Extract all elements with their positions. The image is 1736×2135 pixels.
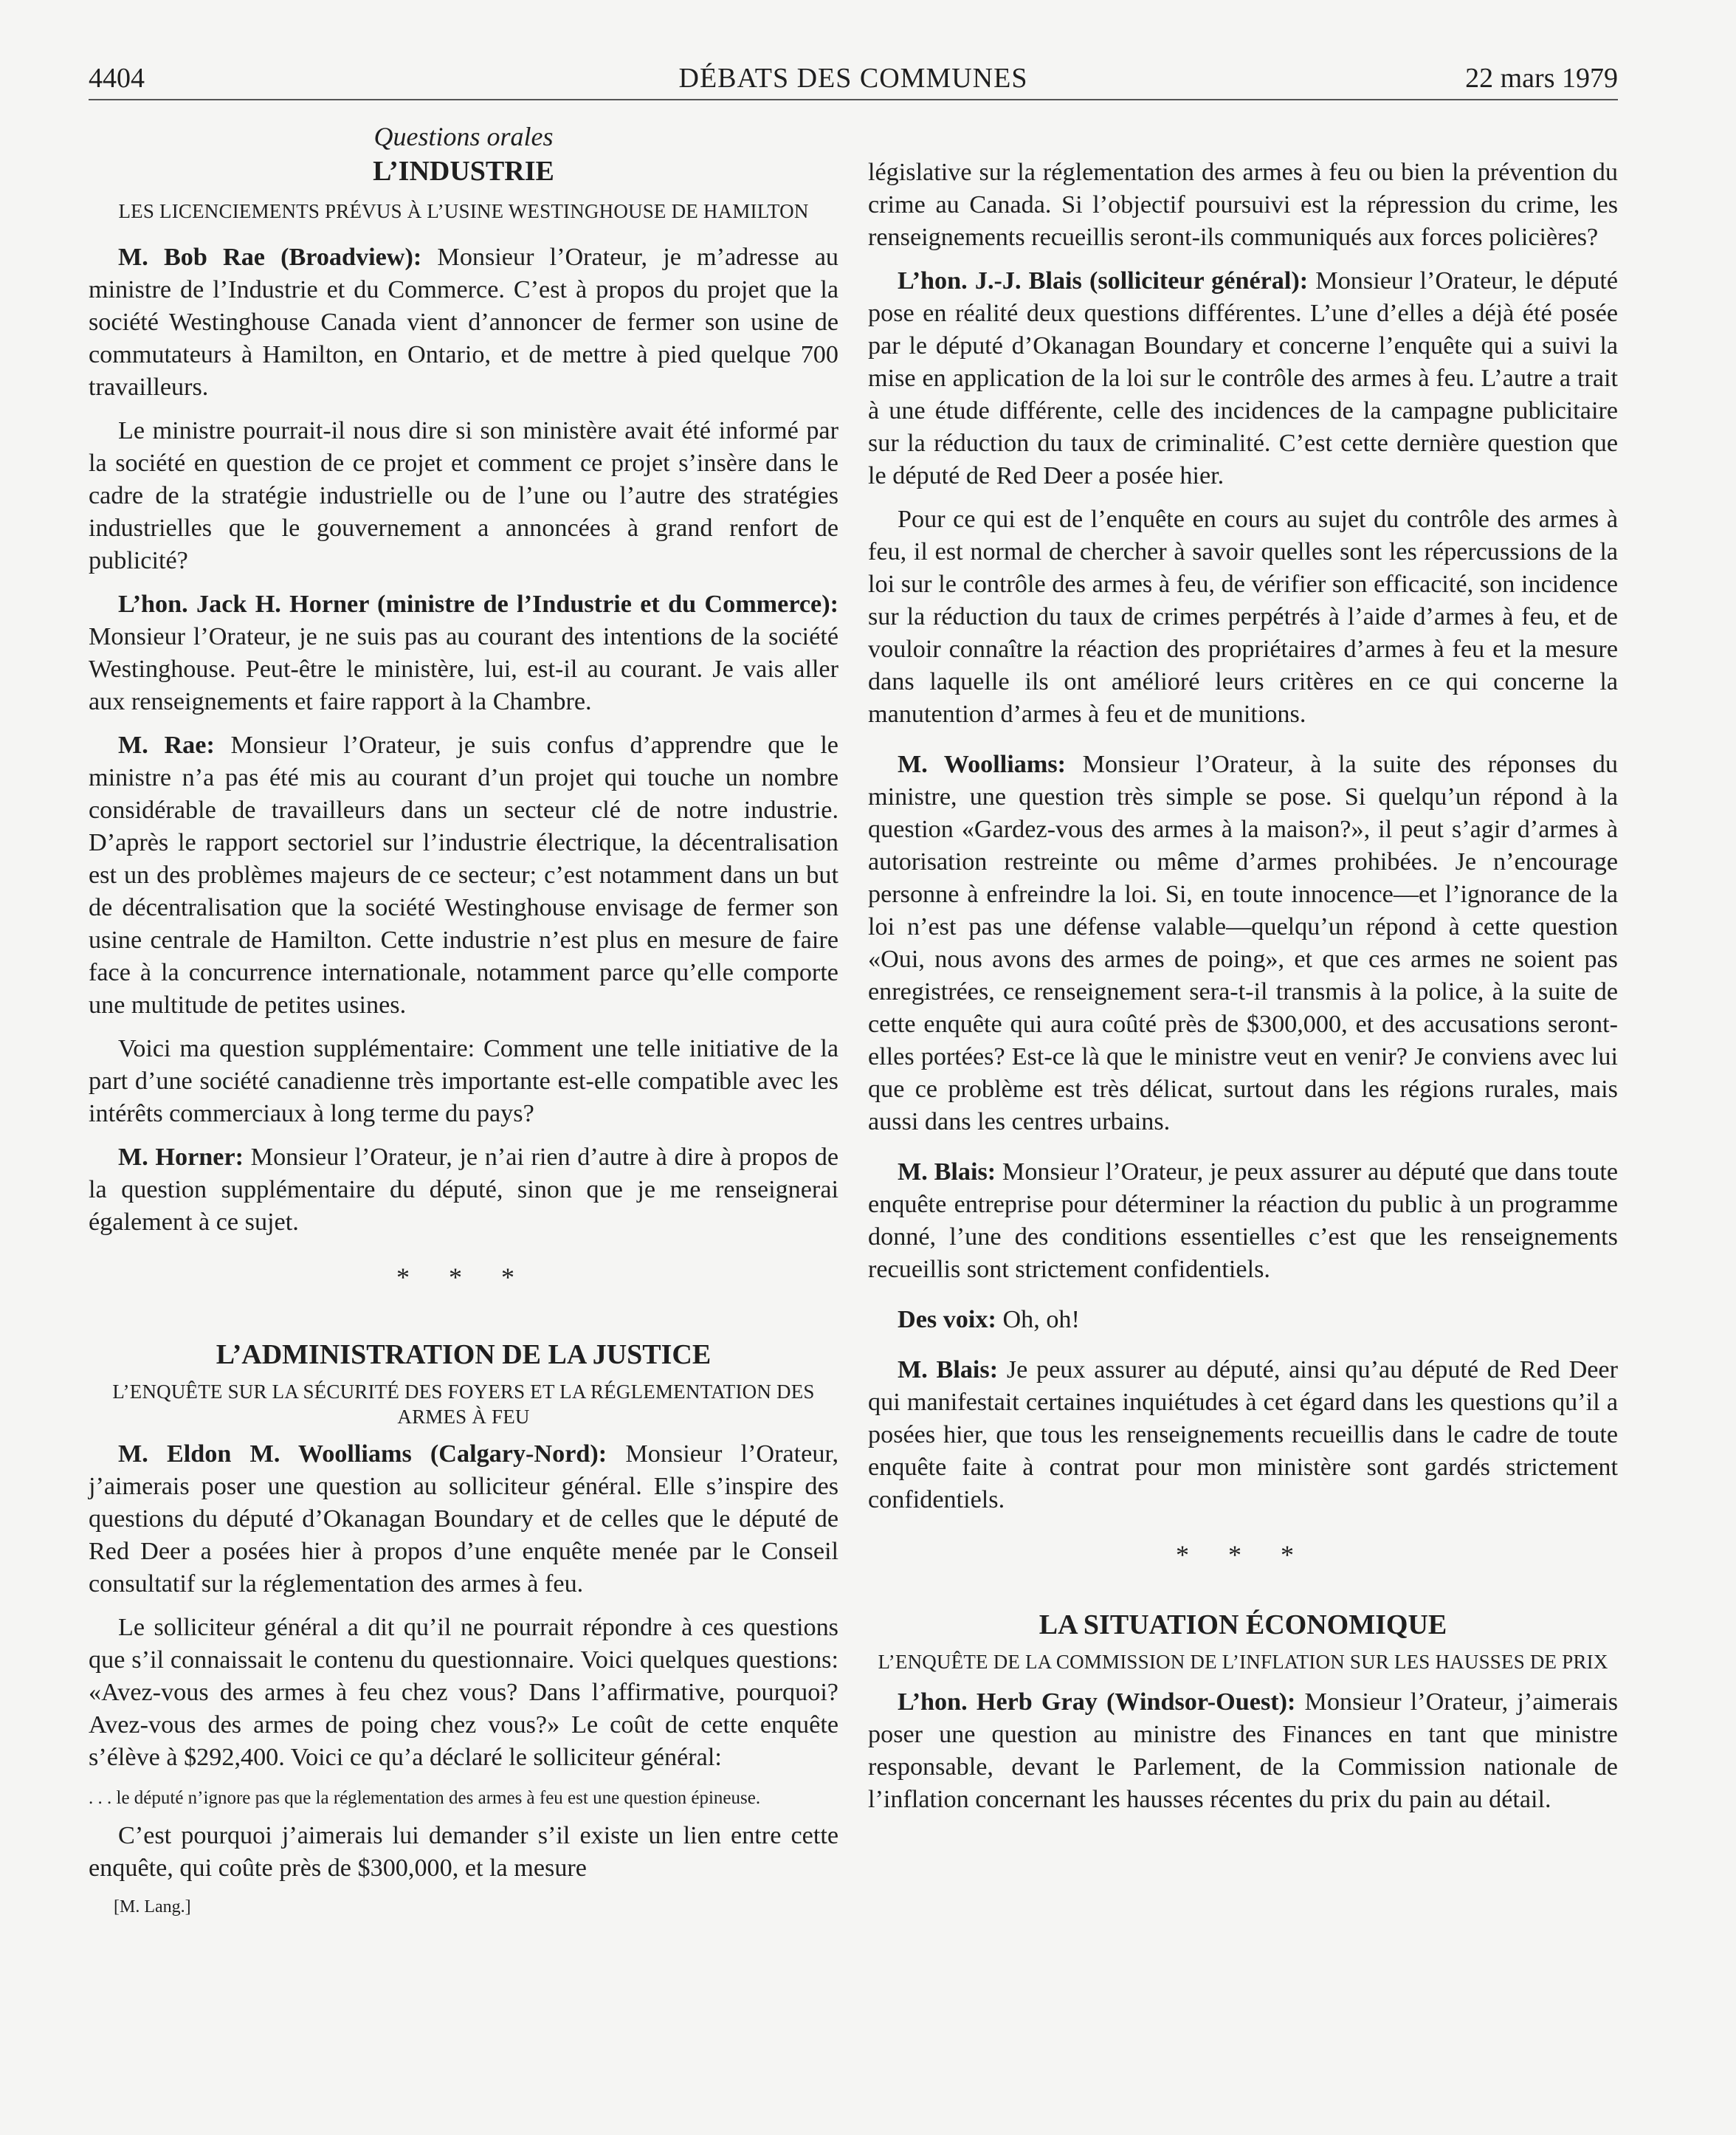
speaker-name: M. Blais: [898,1158,996,1186]
section-subtitle: L’ENQUÊTE DE LA COMMISSION DE L’INFLATION SUR LES HAUSSES DE PRIX [878,1651,1608,1673]
speaker-name: M. Woolliams: [898,751,1067,778]
section-subtitle: LES LICENCIEMENTS PRÉVUS À L’USINE WESTINGHOUSE DE HAMILTON [118,200,809,222]
paragraph-text: Monsieur l’Orateur, j’aimerais poser une question au ministre des Finances en tant que ministre responsable, devant le Parlement, de la Commission nationale de l’inflation concernant les hausses récentes du prix du pain au détail. [868,1688,1618,1813]
journal-title: DÉBATS DES COMMUNES [678,63,1028,94]
section-title: LA SITUATION ÉCONOMIQUE [1038,1609,1447,1640]
section-title: L’INDUSTRIE [373,156,554,187]
right-column [868,157,1618,1816]
speaker-name: M. Rae: [118,732,215,759]
paragraph [868,1686,1618,1816]
paragraph [89,1141,838,1239]
paragraph [868,1156,1618,1286]
paragraph: Le solliciteur général a dit qu’il ne pourrait répondre à ces questions que s’il connaissait le contenu du questionnaire. Voici quelques questions: «Avez-vous des armes à feu chez vous? Dans l’affirmative, pourquoi? Avez-vous des armes de poing chez vous?» Le coût de cette enquête s’élève à $292,400. Voici ce qu’a déclaré le solliciteur général: [89,1614,838,1771]
paragraph-text: Monsieur l’Orateur, à la suite des réponses du ministre, une question très simple se pose. Si quelqu’un répond à la question «Gardez-vous des armes à la maison?», il peut s’agir d’armes à autorisation restreinte ou même d’armes prohibées. Je n’encourage personne à enfreindre la loi. Si, en toute innocence—et l’ignorance de la loi n’est pas une défense valable—quelqu’un répond à cette question «Oui, nous avons des armes de poing», et que ces armes ne soient pas enregistrées, ce renseignement sera-t-il transmis à la police, à la suite de cette enquête qui aura coûté près de $300,000, et des accusations seront-elles portées? Est-ce là que le ministre veut en venir? Je conviens avec lui que ce problème est très délicat, surtout dans les régions rurales, mais aussi dans les centres urbains. [868,751,1618,1135]
paragraph [868,1354,1618,1516]
paragraph-text: Je peux assurer au député, ainsi qu’au député de Red Deer qui manifestait certaines inquiétudes à cet égard dans les questions qu’il a posées hier, que tous les renseignements recueillis dans le cadre de toute enquête faite à contrat pour mon ministère sont gardés strictement confidentiels. [868,1356,1618,1513]
paragraph: législative sur la réglementation des armes à feu ou bien la prévention du crime au Canada. Si l’objectif poursuivi est la répression du crime, les renseignements recueillis seront-ils communiqués aux forces policières? [868,159,1618,251]
section-separator: * * * [396,1262,531,1292]
section-subtitle: L’ENQUÊTE SUR LA SÉCURITÉ DES FOYERS ET LA RÉGLEMENTATION DES ARMES À FEU [112,1381,815,1428]
paragraph-text: Monsieur l’Orateur, je n’ai rien d’autre à dire à propos de la question supplémentaire du député, sinon que je me renseignerai également à ce sujet. [89,1144,839,1236]
paragraph-text: Monsieur l’Orateur, le député pose en réalité deux questions différentes. L’une d’elles a déjà été posée par le député d’Okanagan Boundary et concerne l’enquête qui a suivi la mise en application de la loi sur le contrôle des armes à feu. L’autre a trait à une étude différente, celle des incidences de la campagne publicitaire sur la réduction du taux de criminalité. C’est cette dernière question que le député de Red Deer a posée hier. [868,267,1618,489]
paragraph-text: Monsieur l’Orateur, j’aimerais poser une question au solliciteur général. Elle s’inspire des questions du député d’Okanagan Boundary et de celles que le député de Red Deer a posées hier à propos d’une enquête menée par le Conseil consultatif sur la réglementation des armes à feu. [89,1440,838,1598]
paragraph-text: Monsieur l’Orateur, je peux assurer au député que dans toute enquête entreprise pour déterminer la réaction du public à un programme donné, l’une des conditions essentielles c’est que les renseignements recueillis sont strictement confidentiels. [868,1158,1619,1283]
section-separator: * * * [1176,1540,1310,1570]
speaker-name: M. Bob Rae (Broadview): [118,244,422,271]
block-quote: . . . le député n’ignore pas que la réglementation des armes à feu est une question épineuse. [89,1788,761,1808]
paragraph [89,588,838,718]
section-title: L’ADMINISTRATION DE LA JUSTICE [216,1339,712,1370]
paragraph: C’est pourquoi j’aimerais lui demander s’il existe un lien entre cette enquête, qui coûte près de $300,000, et la mesure [89,1822,838,1882]
page-number: 4404 [89,63,145,94]
speaker-name: Des voix: [898,1306,996,1333]
paragraph-text: Monsieur l’Orateur, je ne suis pas au courant des intentions de la société Westinghouse. Peut-être le ministère, lui, est-il au courant. Je vais aller aux renseignements et faire rapport à la Chambre. [89,623,838,715]
page-header [89,61,1618,100]
issue-date: 22 mars 1979 [1465,63,1618,94]
paragraph-text: Oh, oh! [996,1306,1080,1333]
speaker-name: M. Horner: [118,1144,244,1171]
speaker-name: M. Eldon M. Woolliams (Calgary-Nord): [118,1440,607,1468]
speaker-name: L’hon. Jack H. Horner (ministre de l’Industrie et du Commerce): [118,591,838,618]
rubric: Questions orales [373,122,554,151]
paragraph [868,1304,1618,1336]
paragraph: Pour ce qui est de l’enquête en cours au sujet du contrôle des armes à feu, il est normal de chercher à savoir quelles sont les répercussions de la loi sur le contrôle des armes à feu, de vérifier son efficacité, son incidence sur la réduction du taux de crimes perpétrés à l’aide d’armes à feu, et de vouloir connaître la réaction des propriétaires d’armes à feu et la mesure dans laquelle ils ont amélioré leurs critères en ce qui concerne la manutention d’armes à feu et de munitions. [868,506,1618,728]
paragraph: Voici ma question supplémentaire: Comment une telle initiative de la part d’une société canadienne très importante est-elle compatible avec les intérêts commerciaux à long terme du pays? [89,1035,838,1127]
speaker-footnote: [M. Lang.] [114,1897,191,1916]
paragraph-text: Monsieur l’Orateur, je suis confus d’apprendre que le ministre n’a pas été mis au courant d’un projet qui touche un nombre considérable de travailleurs dans un secteur clé de notre industrie. D’après le rapport sectoriel sur l’industrie électrique, la décentralisation est un des problèmes majeurs de ce secteur; c’est notamment dans un but de décentralisation que la société Westinghouse envisage de fermer son usine centrale de Hamilton. Cette industrie n’est plus en mesure de faire face à la concurrence internationale, notamment parce qu’elle comporte une multitude de petites usines. [89,732,838,1019]
left-column [89,120,838,1919]
paragraph-text: Monsieur l’Orateur, je m’adresse au ministre de l’Industrie et du Commerce. C’est à propos du projet que la société Westinghouse Canada vient d’annoncer de fermer son usine de commutateurs à Hamilton, en Ontario, et de mettre à pied quelque 700 travailleurs. [89,244,839,401]
speaker-name: L’hon. Herb Gray (Windsor-Ouest): [898,1688,1296,1716]
paragraph [868,265,1618,492]
paragraph: Le ministre pourrait-il nous dire si son ministère avait été informé par la société en question de ce projet et comment ce projet s’insère dans le cadre de la stratégie industrielle ou de l’une ou l’autre des stratégies industrielles que le gouvernement a annoncées à grand renfort de publicité? [89,417,838,574]
speaker-name: M. Blais: [898,1356,999,1383]
paragraph [89,241,838,404]
paragraph [868,749,1618,1138]
paragraph [89,1438,838,1601]
paragraph [89,729,838,1022]
speaker-name: L’hon. J.-J. Blais (solliciteur général): [898,267,1309,295]
